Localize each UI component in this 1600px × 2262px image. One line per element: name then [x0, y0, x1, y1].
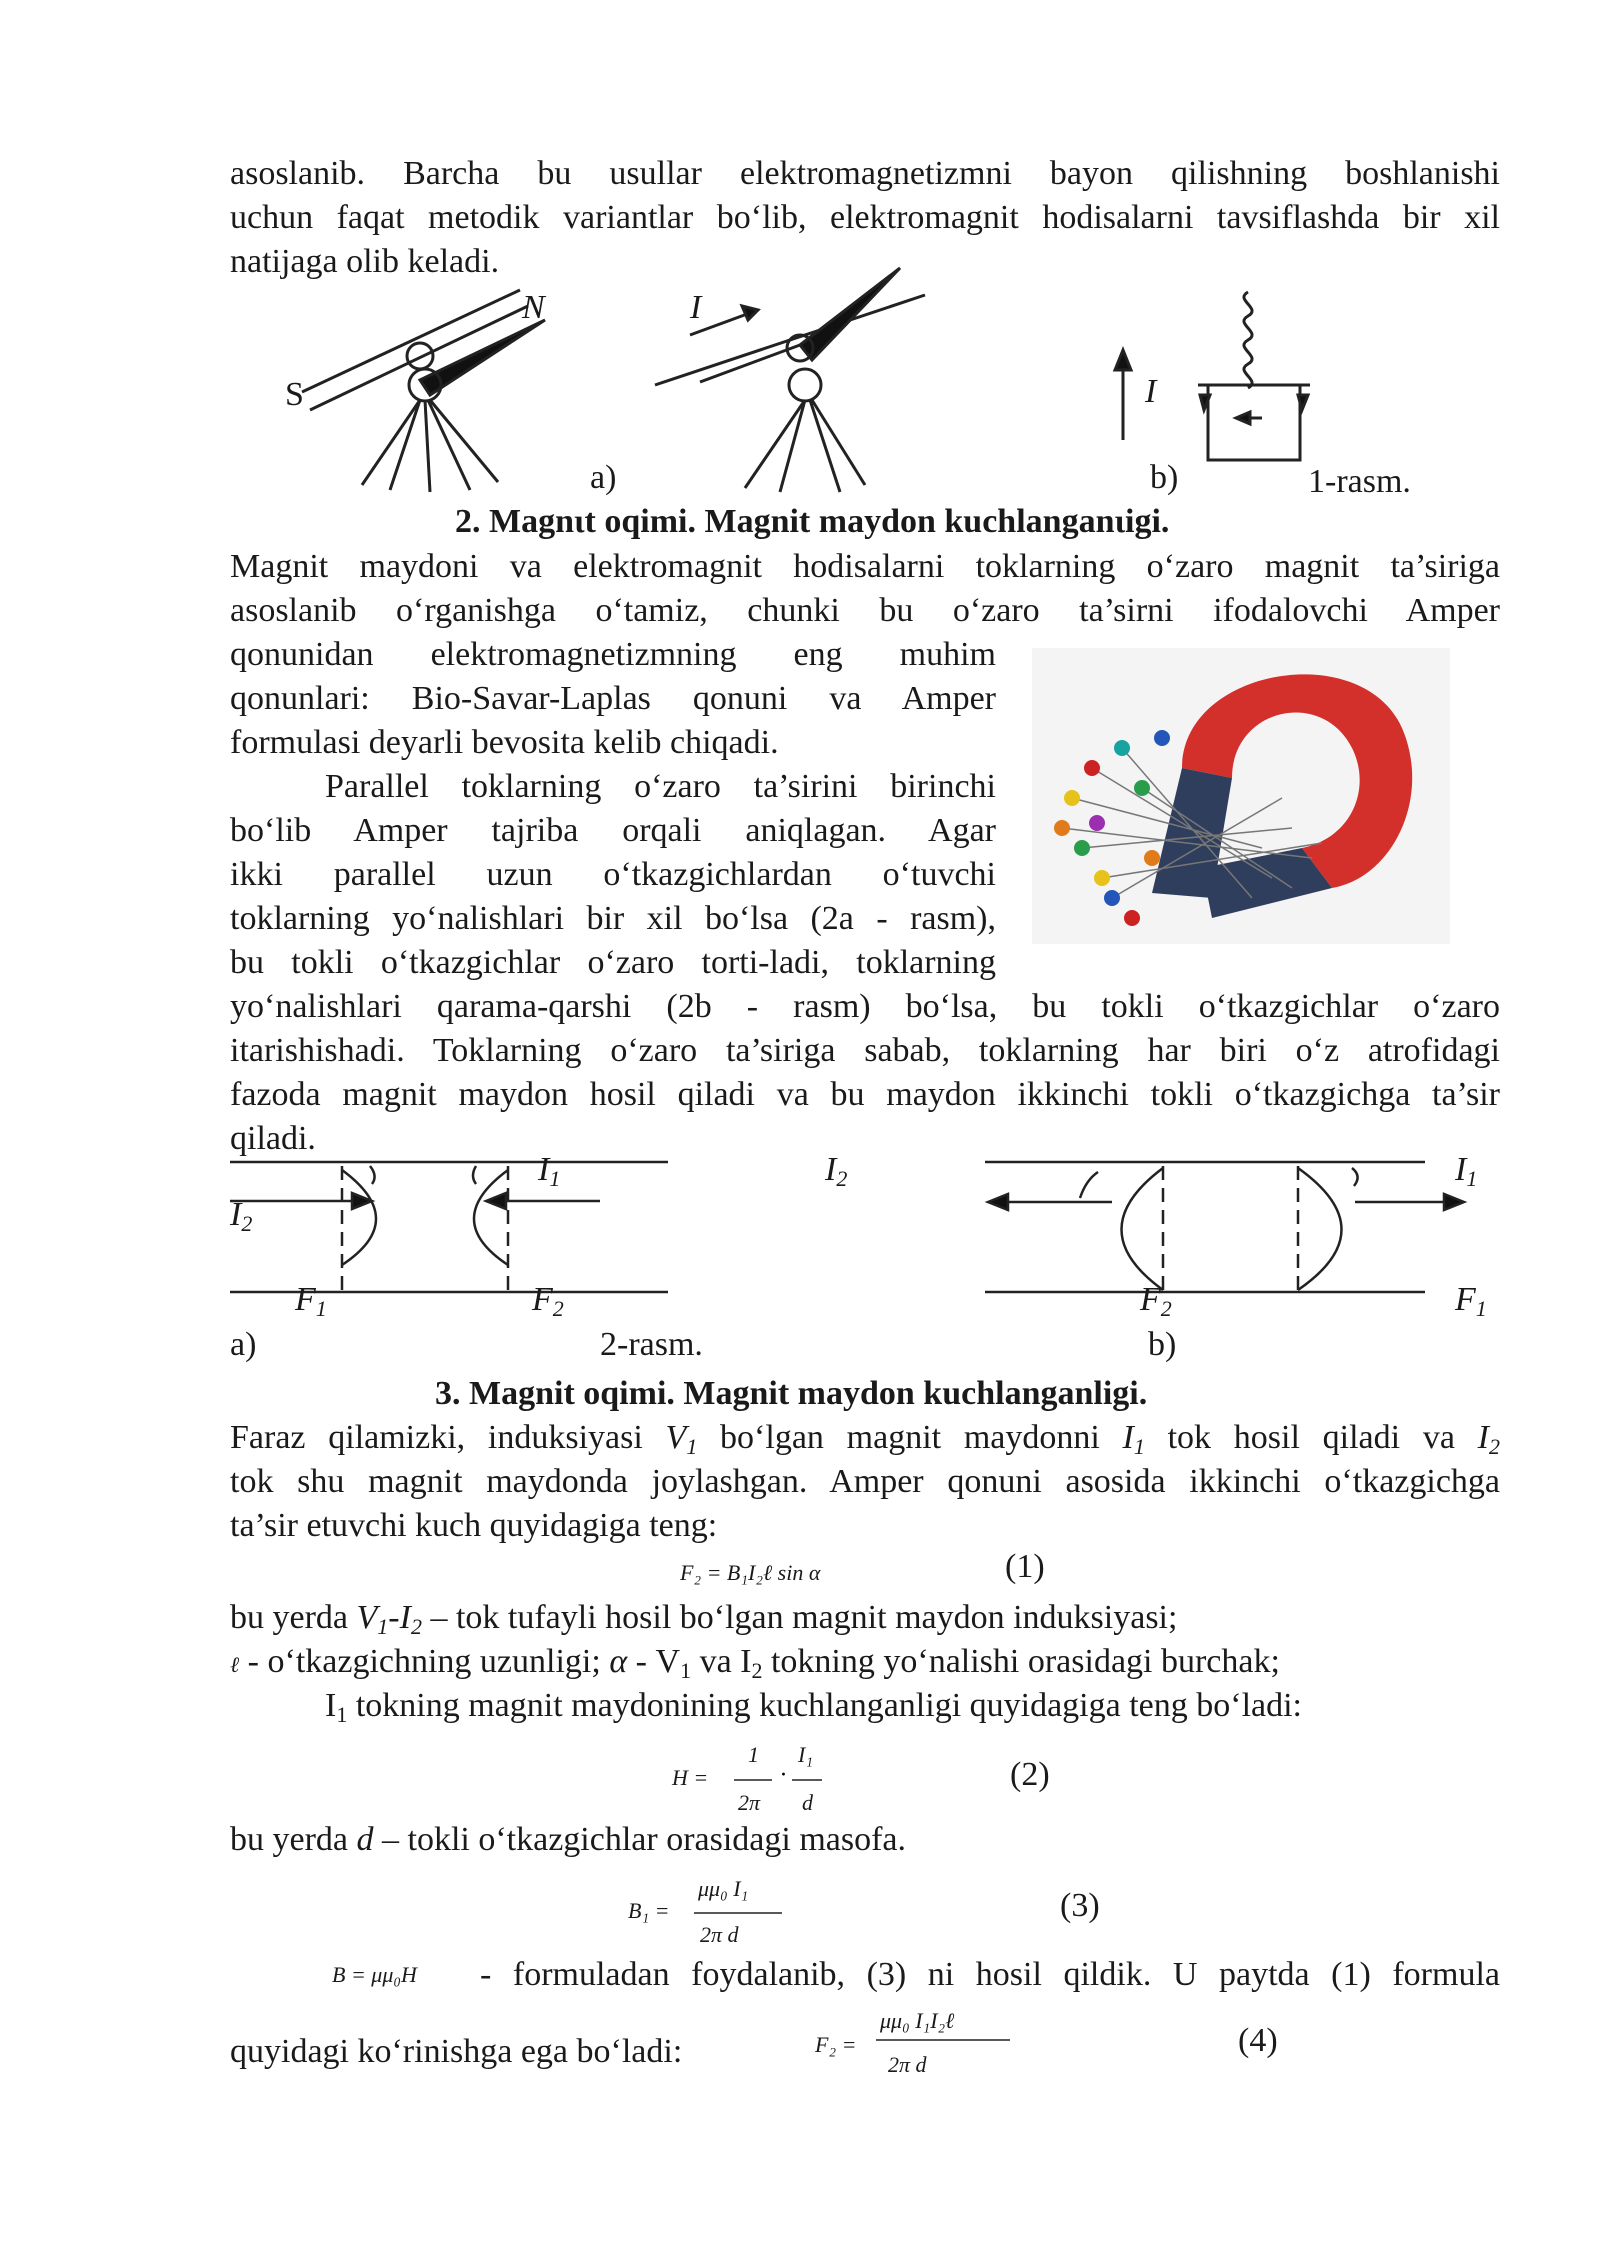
text-line: ikki parallel uzun o‘tkazgichlardan o‘tuvchi	[230, 856, 996, 893]
formula-2-numerator-2: I₁	[798, 1742, 813, 1767]
formula-1: F₂ = B₁I₂ℓ sin α	[680, 1560, 821, 1585]
formula-number-1: (1)	[1005, 1548, 1045, 1585]
fig2-label-f2-a: $F_2$	[532, 1281, 564, 1321]
svg-text:·: ·	[780, 1763, 787, 1788]
formula-3-numerator: μμ₀ I₁	[698, 1876, 749, 1901]
text-line: fazoda magnit maydon hosil qiladi va bu maydon ikkinchi tokli o‘tkazgichga ta’sir	[230, 1076, 1500, 1113]
formula-2-denominator-2: d	[802, 1790, 813, 1815]
formula-number-2: (2)	[1010, 1756, 1050, 1793]
text-line: qonunlari: Bio-Savar-Laplas qonuni va Amper	[230, 680, 996, 717]
text-line: Magnit maydoni va elektromagnit hodisalarni toklarning o‘zaro magnit ta’siriga	[230, 548, 1500, 585]
formula-4-denominator: 2π d	[888, 2052, 927, 2077]
text-line: ℓ - o‘tkazgichning uzunligi; α - $V_1$ va $I_2$ tokning yo‘nalishi orasidagi burchak;	[230, 1643, 1280, 1683]
text-line: bo‘lib Amper tajriba orqali aniqlagan. Agar	[230, 812, 996, 849]
text-line: formulasi deyarli bevosita kelib chiqadi.	[230, 724, 779, 761]
text-line: qiladi.	[230, 1120, 316, 1157]
text-line: bu yerda d – tokli o‘tkazgichlar orasidagi masofa.	[230, 1821, 907, 1858]
formula-number-4: (4)	[1238, 2022, 1278, 2059]
fig1-label-b: b)	[1150, 459, 1179, 496]
text-line: bu yerda $V_1-I_2$ – tok tufayli hosil bo‘lgan magnit maydon induksiyasi;	[230, 1599, 1178, 1639]
fig2-label-i1-a: $I_1$	[538, 1151, 561, 1191]
text-line: natijaga olib keladi.	[230, 243, 500, 280]
text-line: ta’sir etuvchi kuch quyidagiga teng:	[230, 1507, 718, 1544]
text-line: yo‘nalishlari qarama-qarshi (2b - rasm) bo‘lsa, bu tokli o‘tkazgichlar o‘zaro	[230, 988, 1500, 1025]
fig1-label-s: S	[285, 376, 304, 413]
fig2-label-f2-b: $F_2$	[1140, 1281, 1172, 1321]
formula-3-denominator: 2π d	[700, 1922, 739, 1947]
fig2-label-a: a)	[230, 1326, 257, 1363]
formula-number-3: (3)	[1060, 1887, 1100, 1924]
fig2-label-f1-a: $F_1$	[295, 1281, 327, 1321]
fig1-label-i-b: I	[1145, 373, 1157, 410]
fig2-label-i1-b: $I_1$	[1455, 1151, 1478, 1191]
text-line: asoslanib. Barcha bu usullar elektromagnetizmni bayon qilishning boshlanishi	[230, 155, 1500, 192]
text-line: bu tokli o‘tkazgichlar o‘zaro torti-ladi, toklarning	[230, 944, 996, 981]
section-heading-2: 2. Magnιt oqimi. Magnit maydon kuchlanganιigi.	[455, 503, 1170, 540]
text-line: Faraz qilamizki, induksiyasi $V_1$ bo‘lgan magnit maydonni $I_1$ tok hosil qiladi va $I_2$	[230, 1419, 1500, 1459]
text-line: tok shu magnit maydonda joylashgan. Amper qonuni asosida ikkinchi o‘tkazgichga	[230, 1463, 1500, 1500]
text-line: $I_1$ tokning magnit maydonining kuchlanganligi quyidagiga teng bo‘ladi:	[325, 1687, 1303, 1727]
fig2-label-i2-a: $I_2$	[230, 1196, 253, 1236]
formula-2-numerator: 1	[748, 1742, 759, 1767]
fig2-label-b: b)	[1148, 1326, 1177, 1363]
fig2-label-f1-b: $F_1$	[1455, 1281, 1487, 1321]
formula-2-left: H =	[672, 1765, 709, 1790]
formula-3-left: B₁ =	[628, 1898, 670, 1923]
text-line: Parallel toklarning o‘zaro ta’sirini birinchi	[325, 768, 996, 805]
text-line: itarishishadi. Toklarning o‘zaro ta’siriga sabab, toklarning har biri o‘z atrofidagi	[230, 1032, 1500, 1069]
text-line: - formuladan foydalanib, (3) ni hosil qildik. U paytda (1) formula	[480, 1956, 1500, 1993]
formula-2-denominator: 2π	[738, 1790, 761, 1815]
fig1-label-a: a)	[590, 459, 617, 496]
fig2-caption: 2-rasm.	[600, 1326, 703, 1363]
fig1-caption: 1-rasm.	[1308, 463, 1411, 500]
fig1-label-i: I	[690, 289, 702, 326]
text-line: toklarning yo‘nalishlari bir xil bo‘lsa (2a - rasm),	[230, 900, 996, 937]
formula-inline: B = μμ₀H	[332, 1962, 417, 1987]
fig1-label-n: N	[522, 289, 545, 326]
text-line: uchun faqat metodik variantlar bo‘lib, elektromagnit hodisalarni tavsiflashda bir xil	[230, 199, 1500, 236]
text-line: asoslanib o‘rganishga o‘tamiz, chunki bu o‘zaro ta’sirni ifodalovchi Amper	[230, 592, 1500, 629]
text-line: quyidagi ko‘rinishga ega bo‘ladi:	[230, 2033, 683, 2070]
fig2-label-i2-b: $I_2$	[825, 1151, 848, 1191]
formula-4-left: F₂ =	[815, 2032, 857, 2057]
section-heading-3: 3. Magnit oqimi. Magnit maydon kuchlanganligi.	[435, 1375, 1148, 1412]
text-line: qonunidan elektromagnetizmning eng muhim	[230, 636, 996, 673]
formula-4-numerator: μμ₀ I₁I₂ℓ	[880, 2008, 955, 2033]
